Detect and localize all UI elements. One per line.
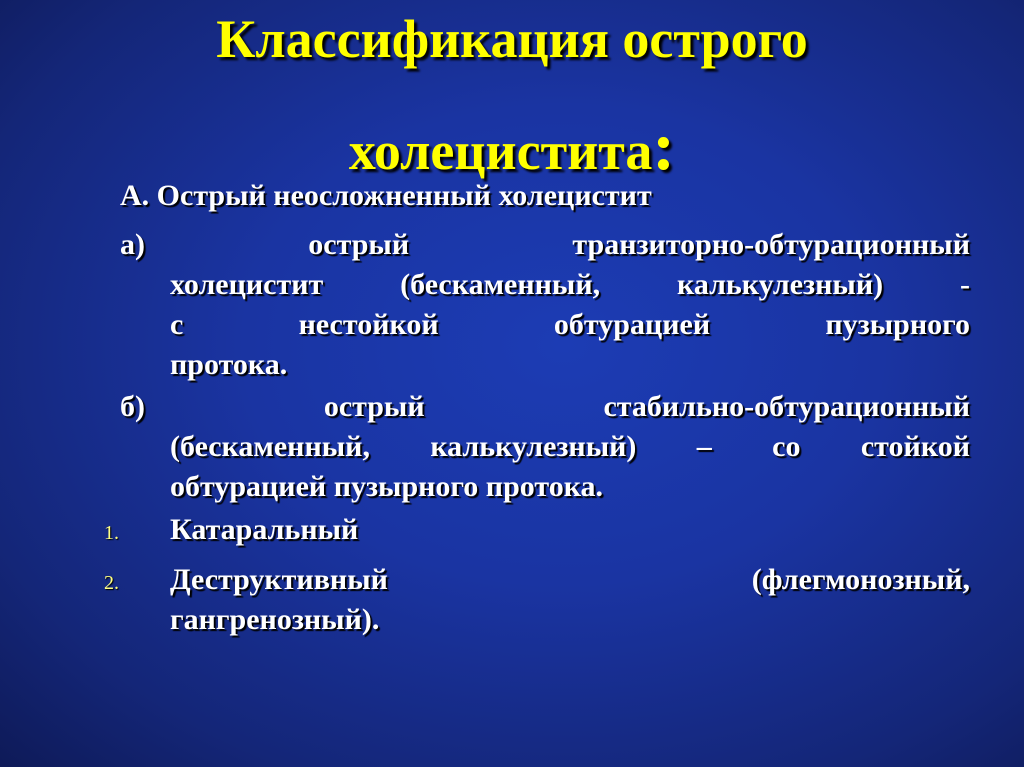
item-a-block (120, 225, 970, 385)
list-item-2-line-2: гангренозный). (170, 603, 380, 636)
item-b-first-line: б) острый стабильно-обтурационный (120, 387, 970, 427)
item-a-line-2: холецистит (бескаменный, калькулезный) - (170, 268, 970, 301)
list-number-2: 2. (104, 572, 119, 594)
word: Деструктивный (170, 563, 388, 596)
item-b-line-2: (бескаменный, калькулезный) – со стойкой (170, 430, 970, 463)
slide-title-line-2: холецистита: (348, 108, 676, 184)
word: острый (308, 228, 410, 261)
list-item-2 (170, 560, 970, 640)
item-a-line-3: с нестойкой обтурацией пузырного (170, 308, 970, 341)
item-a-first-line: а) острый транзиторно-обтурационный (120, 225, 970, 265)
item-b-line-3: обтурацией пузырного протока. (170, 470, 604, 503)
list-item-1: Катаральный (170, 513, 359, 546)
item-b-block (120, 387, 970, 507)
list-number-1: 1. (104, 522, 119, 544)
word: (флегмонозный, (751, 563, 970, 596)
item-a-line-4: протока. (170, 348, 288, 381)
word: стабильно-обтурационный (603, 390, 970, 423)
list-item-2-line-1 (170, 560, 970, 600)
word: транзиторно-обтурационный (572, 228, 970, 261)
word: острый (323, 390, 425, 423)
slide-title-line-1: Классификация острого (216, 9, 808, 69)
section-a-heading: А. Острый неосложненный холецистит (120, 179, 652, 212)
